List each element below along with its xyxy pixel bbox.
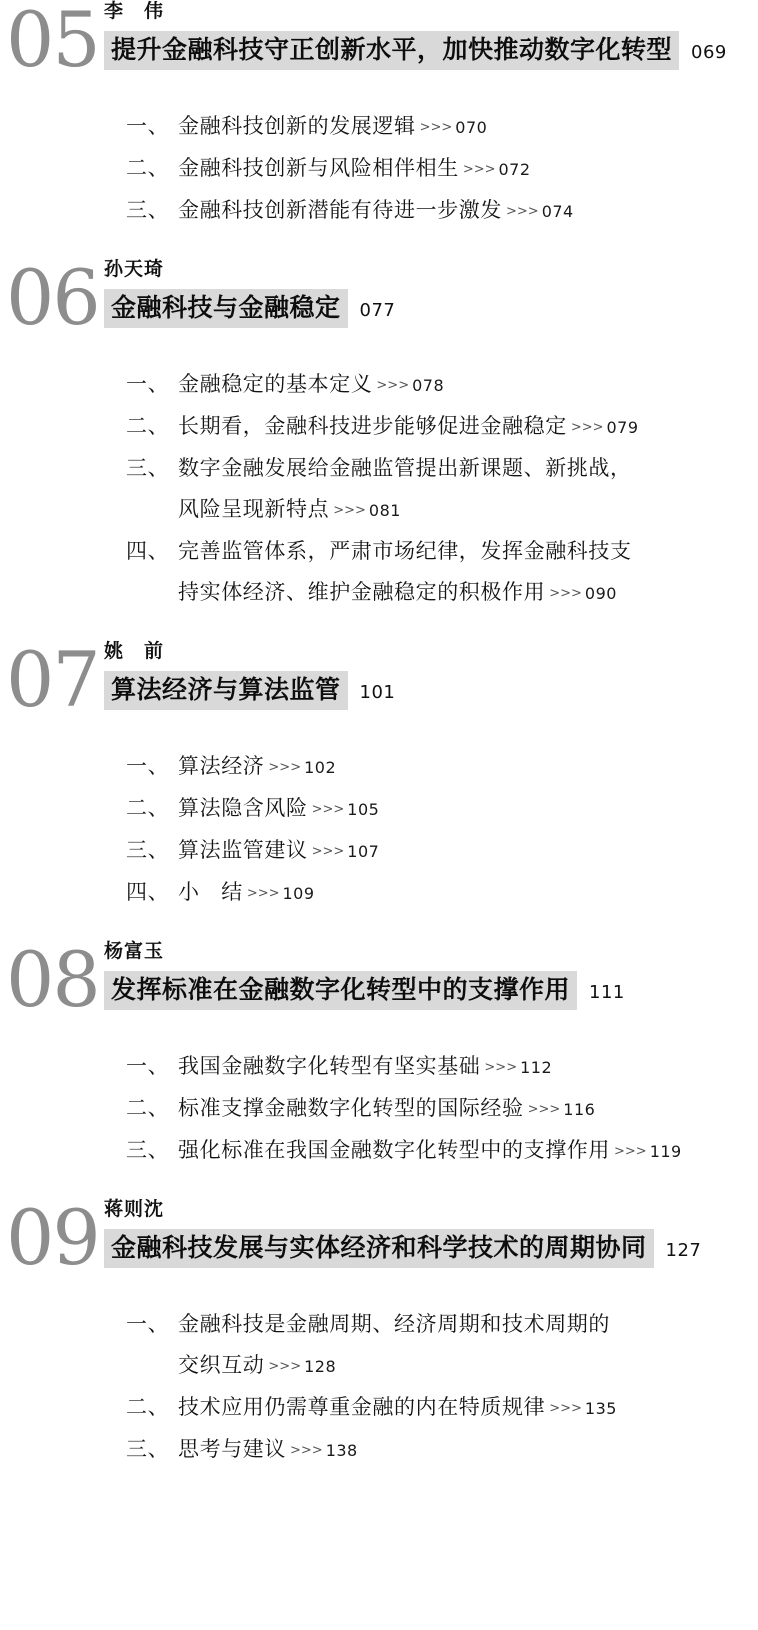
subsection-page: 138: [325, 1441, 358, 1460]
subsection-page: 128: [304, 1357, 337, 1376]
subsection-page: 072: [498, 160, 531, 179]
subsection-title-line2: 风险呈现新特点: [178, 497, 330, 521]
chapter-author: 李 伟: [104, 0, 165, 22]
list-item[interactable]: [126, 1387, 758, 1429]
subsection-marker: 二、: [126, 1096, 170, 1120]
subsection-page: 078: [412, 376, 445, 395]
subsection-title: 完善监管体系，严肃市场纪律，发挥金融科技支: [178, 539, 632, 563]
list-item[interactable]: [126, 1088, 758, 1130]
subsection-title: 金融科技创新潜能有待进一步激发: [178, 198, 502, 222]
subsection-page: 105: [347, 800, 380, 819]
toc-entry: [0, 253, 758, 614]
leader-arrows-icon: >>>: [311, 844, 345, 859]
chapter-author: 蒋则沈: [104, 1198, 165, 1220]
chapter-title[interactable]: 算法经济与算法监管: [104, 671, 348, 710]
subsection-title: 金融科技是金融周期、经济周期和技术周期的: [178, 1312, 610, 1336]
list-item[interactable]: [126, 1429, 758, 1471]
chapter-author: 孙天琦: [104, 258, 165, 280]
subsection-title: 金融稳定的基本定义: [178, 372, 373, 396]
subsection-marker: 四、: [126, 880, 170, 904]
chapter-title-row: [104, 671, 758, 710]
leader-arrows-icon: >>>: [549, 1401, 582, 1416]
toc-entry-header: [0, 1193, 758, 1290]
toc-entry-header: [0, 0, 758, 92]
leader-arrows-icon: >>>: [614, 1144, 647, 1159]
list-item[interactable]: [126, 531, 758, 614]
subsection-title: 思考与建议: [178, 1437, 286, 1461]
subsection-page: 070: [455, 118, 488, 137]
leader-arrows-icon: >>>: [268, 1359, 302, 1374]
subsection-page: 107: [347, 842, 380, 861]
leader-arrows-icon: >>>: [290, 1443, 323, 1458]
chapter-page-number: 069: [691, 42, 727, 63]
leader-arrows-icon: >>>: [419, 120, 453, 135]
subsection-page: 090: [584, 584, 617, 603]
spacer: [0, 240, 758, 258]
list-item[interactable]: [126, 190, 758, 232]
chapter-number: 08: [6, 935, 99, 1024]
subsection-title: 强化标准在我国金融数字化转型中的支撑作用: [178, 1138, 610, 1162]
chapter-title[interactable]: 金融科技与金融稳定: [104, 289, 348, 328]
spacer: [0, 922, 758, 940]
subsection-list: [0, 746, 758, 914]
subsection-title: 金融科技创新的发展逻辑: [178, 114, 416, 138]
chapter-number: 06: [6, 253, 99, 342]
chapter-title[interactable]: 金融科技发展与实体经济和科学技术的周期协同: [104, 1229, 654, 1268]
subsection-page: 074: [541, 202, 574, 221]
list-item[interactable]: [126, 746, 758, 788]
list-item[interactable]: [126, 788, 758, 830]
subsection-marker: 二、: [126, 1395, 170, 1419]
subsection-title: 长期看，金融科技进步能够促进金融稳定: [178, 414, 567, 438]
list-item[interactable]: [126, 1046, 758, 1088]
list-item[interactable]: [126, 448, 758, 531]
subsection-marker: 一、: [126, 1054, 170, 1078]
subsection-marker: 二、: [126, 156, 170, 180]
subsection-title: 数字金融发展给金融监管提出新课题、新挑战，: [178, 456, 632, 480]
subsection-marker: 一、: [126, 114, 170, 138]
leader-arrows-icon: >>>: [333, 503, 366, 518]
chapter-page-number: 127: [665, 1240, 702, 1261]
subsection-marker: 二、: [126, 414, 170, 438]
subsection-title-line2: 交织互动: [178, 1353, 265, 1377]
list-item[interactable]: [126, 830, 758, 872]
subsection-title-continued: [126, 572, 758, 614]
leader-arrows-icon: >>>: [311, 802, 345, 817]
subsection-marker: 二、: [126, 796, 170, 820]
leader-arrows-icon: >>>: [376, 378, 410, 393]
chapter-title[interactable]: 发挥标准在金融数字化转型中的支撑作用: [104, 971, 577, 1010]
subsection-marker: 一、: [126, 754, 170, 778]
chapter-title-row: [104, 1229, 758, 1268]
chapter-title-row: [104, 31, 758, 70]
subsection-title: 技术应用仍需尊重金融的内在特质规律: [178, 1395, 546, 1419]
subsection-title-continued: [126, 489, 758, 531]
chapter-author: 姚 前: [104, 640, 165, 662]
subsection-marker: 三、: [126, 198, 170, 222]
leader-arrows-icon: >>>: [462, 162, 496, 177]
subsection-title: 我国金融数字化转型有坚实基础: [178, 1054, 481, 1078]
toc-entry-header: [0, 253, 758, 350]
toc-entry-header: [0, 635, 758, 732]
leader-arrows-icon: >>>: [246, 886, 280, 901]
chapter-title-row: [104, 289, 758, 328]
chapter-number: 05: [6, 0, 99, 84]
leader-arrows-icon: >>>: [484, 1060, 518, 1075]
list-item[interactable]: [126, 872, 758, 914]
subsection-title: 小 结: [178, 880, 243, 904]
chapter-page-number: 111: [589, 982, 625, 1003]
subsection-list: [0, 1046, 758, 1172]
subsection-list: [0, 1304, 758, 1471]
leader-arrows-icon: >>>: [570, 420, 604, 435]
leader-arrows-icon: >>>: [549, 586, 582, 601]
list-item[interactable]: [126, 1304, 758, 1387]
subsection-page: 119: [649, 1142, 682, 1161]
spacer: [0, 1180, 758, 1198]
chapter-title-row: [104, 971, 758, 1010]
subsection-marker: 三、: [126, 1138, 170, 1162]
toc-entry: [0, 635, 758, 914]
list-item[interactable]: [126, 148, 758, 190]
chapter-number: 07: [6, 635, 99, 724]
subsection-page: 079: [606, 418, 639, 437]
subsection-marker: 三、: [126, 456, 170, 480]
subsection-title-continued: [126, 1345, 758, 1387]
chapter-number: 09: [6, 1193, 99, 1282]
subsection-page: 135: [584, 1399, 617, 1418]
spacer: [0, 622, 758, 640]
subsection-marker: 三、: [126, 1437, 170, 1461]
subsection-title: 算法监管建议: [178, 838, 308, 862]
chapter-author: 杨富玉: [104, 940, 165, 962]
chapter-page-number: 101: [359, 682, 396, 703]
subsection-page: 116: [563, 1100, 596, 1119]
toc-entry: [0, 1193, 758, 1471]
subsection-title: 标准支撑金融数字化转型的国际经验: [178, 1096, 524, 1120]
list-item[interactable]: [126, 406, 758, 448]
chapter-page-number: 077: [359, 300, 396, 321]
toc-entry: [0, 935, 758, 1172]
list-item[interactable]: [126, 1130, 758, 1172]
toc-entry: [0, 0, 758, 232]
subsection-marker: 四、: [126, 539, 170, 563]
subsection-list: [0, 106, 758, 232]
leader-arrows-icon: >>>: [527, 1102, 561, 1117]
subsection-page: 109: [282, 884, 315, 903]
subsection-page: 112: [520, 1058, 553, 1077]
subsection-list: [0, 364, 758, 614]
chapter-title[interactable]: 提升金融科技守正创新水平，加快推动数字化转型: [104, 31, 679, 70]
list-item[interactable]: [126, 106, 758, 148]
subsection-page: 081: [368, 501, 401, 520]
subsection-title: 金融科技创新与风险相伴相生: [178, 156, 459, 180]
subsection-marker: 一、: [126, 372, 170, 396]
toc-entry-header: [0, 935, 758, 1032]
leader-arrows-icon: >>>: [506, 204, 539, 219]
subsection-title-line2: 持实体经济、维护金融稳定的积极作用: [178, 580, 546, 604]
leader-arrows-icon: >>>: [268, 760, 302, 775]
list-item[interactable]: [126, 364, 758, 406]
subsection-marker: 一、: [126, 1312, 170, 1336]
subsection-title: 算法经济: [178, 754, 265, 778]
subsection-marker: 三、: [126, 838, 170, 862]
subsection-page: 102: [304, 758, 337, 777]
subsection-title: 算法隐含风险: [178, 796, 308, 820]
